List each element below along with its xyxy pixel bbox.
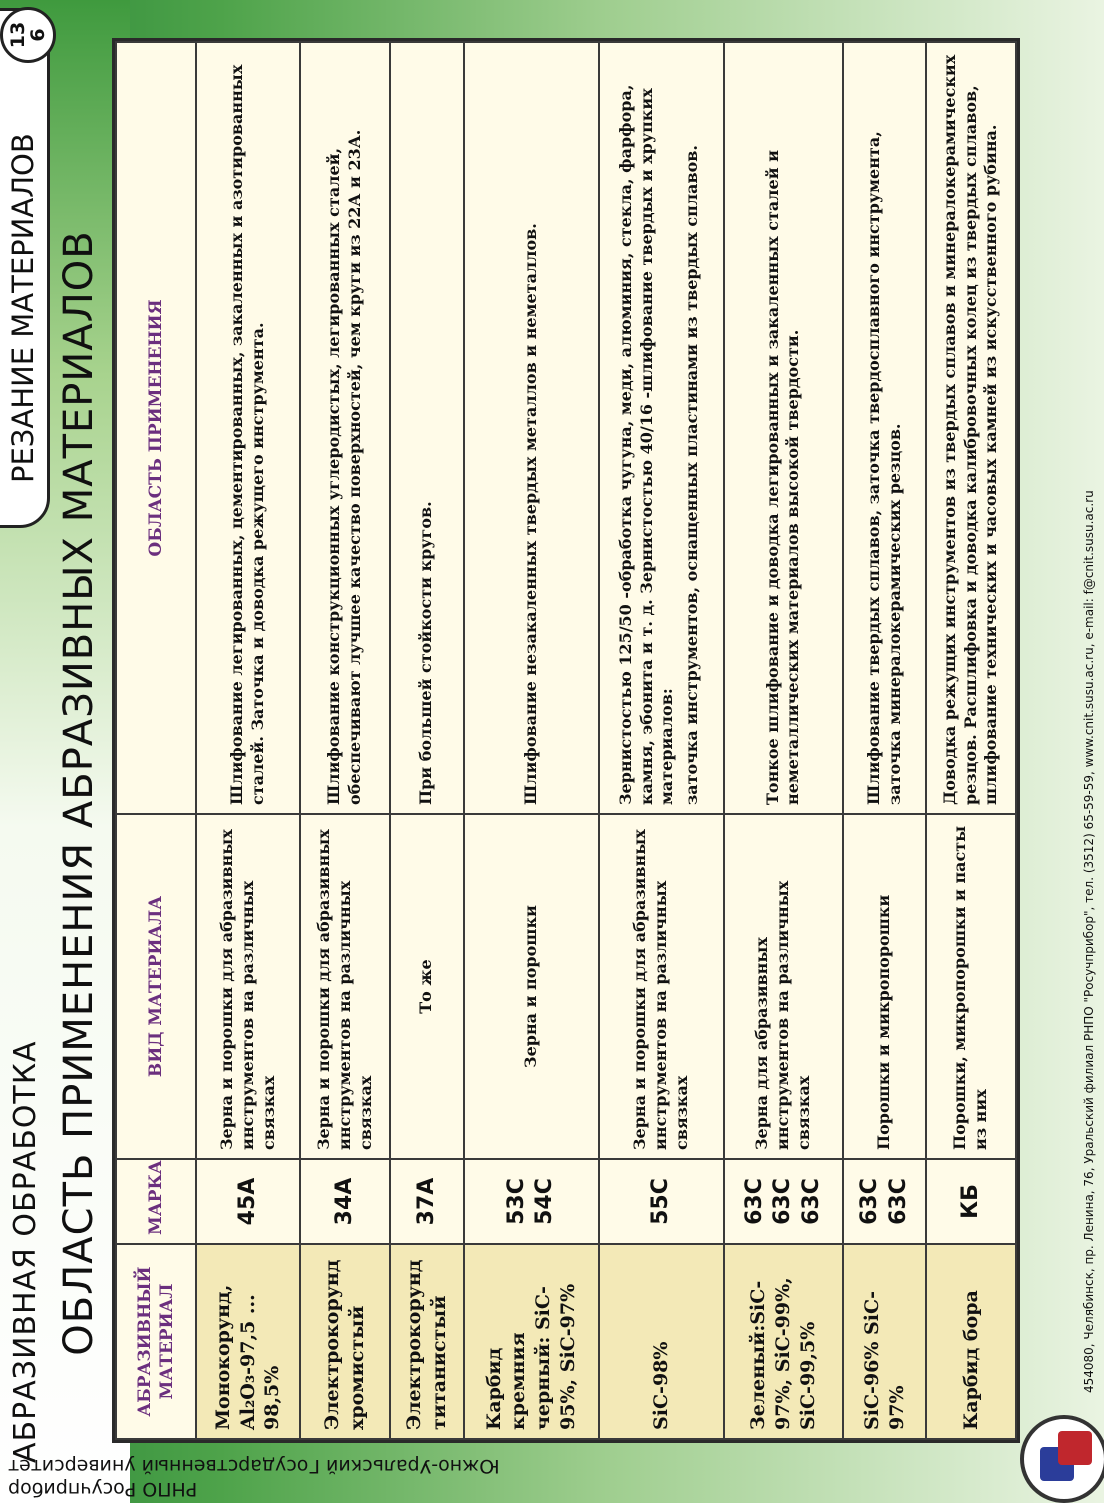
table-row [926,42,1016,1439]
application-cell: При большей стойкости кругов. [390,42,464,814]
table-row [724,42,843,1439]
application-text-continued: заточка инструментов, оснащенных пластинами из твердых сплавов. [682,145,702,805]
mark-cell: 63С 63С 63С [724,1159,843,1244]
type-cell: Зерна и порошки для абразивных инструментов на различных связках [599,814,725,1159]
mark-cell: 63С 63С [843,1159,926,1244]
type-cell: Зерна и порошки для абразивных инструментов на различных связках [196,814,300,1159]
table-row [843,42,926,1439]
material-cell: Карбид кремния черный: SiC-95%, SiC-97% [464,1244,599,1439]
mark-cell: 45А [196,1159,300,1244]
application-cell: Доводка режущих инструментов из твердых сплавов и минералокерамических резцов. Расшлифовка и доводка калибровочных колец из твердых сплавов, шлифование технических и часовых камней из искусственного рубина. [926,42,1016,814]
table-row [196,42,300,1439]
abrasives-table [112,38,1020,1443]
application-cell: Шлифование твердых сплавов, заточка твердосплавного инструмента, заточка минералокерамических резцов. [843,42,926,814]
type-cell: Порошки и микропорошки [843,814,926,1159]
type-cell: Зерна и порошки для абразивных инструментов на различных связках [300,814,390,1159]
application-cell: Шлифование незакаленных твердых металлов и неметаллов. [464,42,599,814]
material-cell: Электрокорунд хромистый [300,1244,390,1439]
table-header-row [116,42,196,1439]
mark-cell: КБ [926,1159,1016,1244]
university-name: Южно-Уральский Государственный университет [8,1455,500,1477]
page-title: ОБЛАСТЬ ПРИМЕНЕНИЯ АБРАЗИВНЫХ МАТЕРИАЛОВ [56,230,102,1356]
footer-contacts: 454080, Челябинск, пр. Ленина, 76, Уральский филиал РНПО "Росучприбор", тел. (3512) 65-59-59, www.cnit.susu.ac.ru, e-mail: f@cnit.susu.ac.ru [1082,490,1096,1393]
sheet-number-bottom: 6 [27,28,49,42]
sheet-number-badge [0,7,56,63]
table-row [390,42,464,1439]
application-cell [599,42,725,814]
section-title: АБРАЗИВНАЯ ОБРАБОТКА [8,1040,43,1463]
rnpo-logo-icon [1020,1415,1104,1503]
column-header-application: ОБЛАСТЬ ПРИМЕНЕНИЯ [116,42,196,814]
material-cell: Монокорунд, Al₂O₃-97,5 ... 98,5% [196,1244,300,1439]
material-cell: Зеленый:SiC-97%, SiC-99%, SiC-99,5% [724,1244,843,1439]
application-cell: Тонкое шлифование и доводка легированных и закаленных сталей и неметаллических материалов высокой твердости. [724,42,843,814]
application-cell: Шлифование легированных, цементированных, закаленных и азотированных сталей. Заточка и доводка режущего инструмента. [196,42,300,814]
column-header-type: ВИД МАТЕРИАЛА [116,814,196,1159]
organization-name: РНПО Росучприбор [8,1478,198,1500]
type-cell: Зерна для абразивных инструментов на различных связках [724,814,843,1159]
mark-cell: 37А [390,1159,464,1244]
type-cell: То же [390,814,464,1159]
application-cell: Шлифование конструкционных углеродистых, легированных сталей, обеспечивают лучшее качество поверхностей, чем круги из 22А и 23А. [300,42,390,814]
topic-title: РЕЗАНИЕ МАТЕРИАЛОВ [6,133,40,483]
mark-cell: 34А [300,1159,390,1244]
table-row [599,42,725,1439]
application-text: Зернистостью 125/50 -обработка чугуна, меди, алюминия, стекла, фарфора, камня, эбонита и т. д. Зернистостью 40/16 -шлифование твердых и хрупких материалов: [615,84,677,805]
type-cell: Порошки, микропорошки и пасты из них [926,814,1016,1159]
material-cell: Электрокорунд титанистый [390,1244,464,1439]
material-cell: SiC-98% [599,1244,725,1439]
table-row [300,42,390,1439]
type-cell: Зерна и порошки [464,814,599,1159]
sheet-number-top: 13 [7,21,29,49]
column-header-material: АБРАЗИВНЫЙ МАТЕРИАЛ [116,1244,196,1439]
mark-cell: 55С [599,1159,725,1244]
material-cell: Карбид бора [926,1244,1016,1439]
column-header-mark: МАРКА [116,1159,196,1244]
table-row [464,42,599,1439]
mark-cell: 53С 54С [464,1159,599,1244]
material-cell: SiC-96% SiC-97% [843,1244,926,1439]
